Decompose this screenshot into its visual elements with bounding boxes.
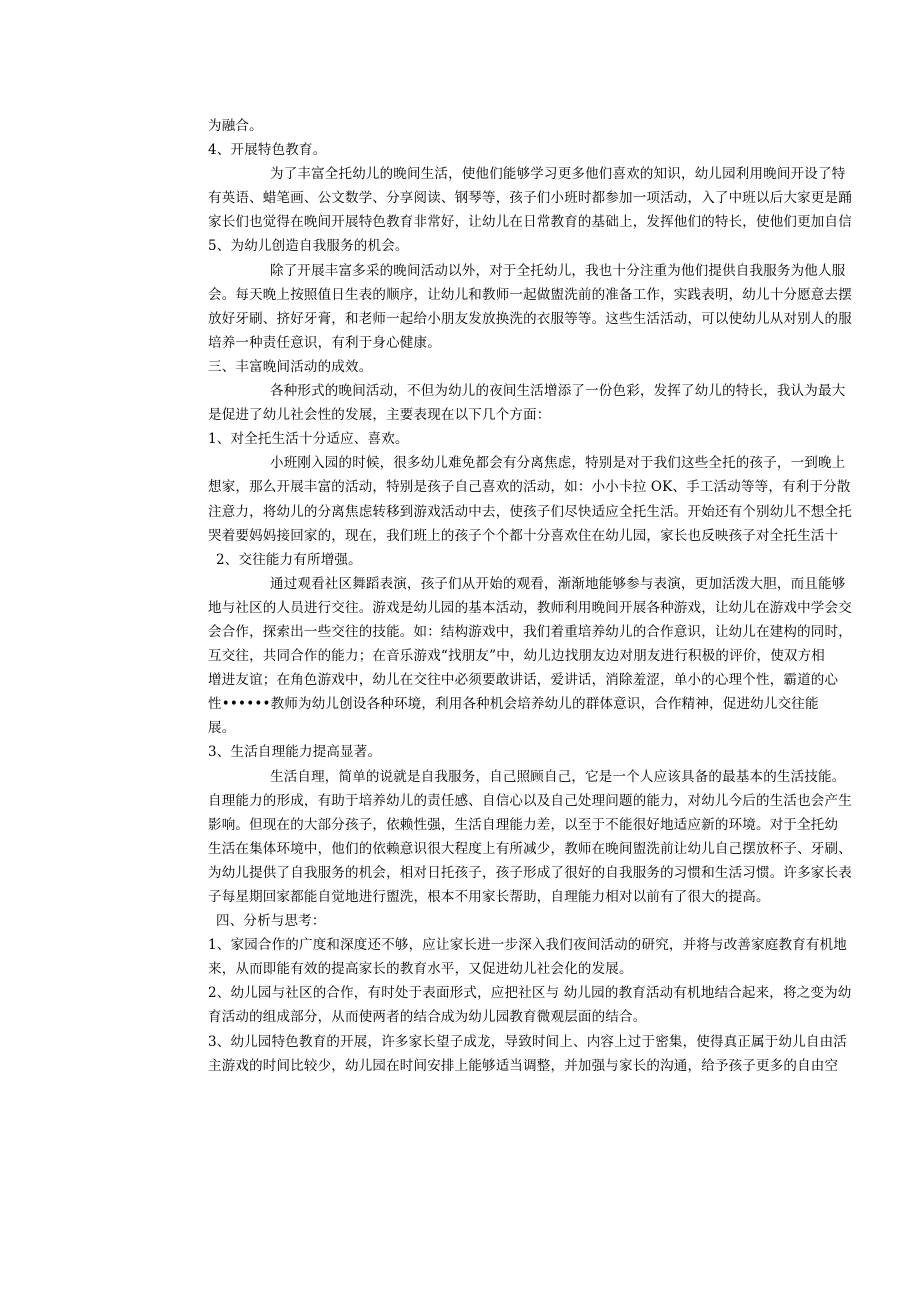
text-line: 生活自理，简单的说就是自我服务，自己照顾自己，它是一个人应该具备的最基本的生活技能。 — [270, 768, 846, 785]
text-line: 四、分析与思考： — [216, 913, 326, 930]
text-line: 地与社区的人员进行交往。游戏是幼儿园的基本活动，教师利用晚间开展各种游戏，让幼儿在游戏中学会交 — [208, 599, 852, 616]
text-line: 为幼儿提供了自我服务的机会，相对日托孩子，孩子形成了很好的自我服务的习惯和生活习惯。许多家长表 — [208, 864, 852, 881]
text-line: 子每星期回家都能自觉地进行盥洗，根本不用家长帮助，自理能力相对以前有了很大的提高。 — [208, 889, 770, 905]
text-line: 哭着要妈妈接回家的，现在，我们班上的孩子个个都十分喜欢住在幼儿园，家长也反映孩子对全托生活十 — [208, 527, 839, 544]
text-line: 为融合。 — [208, 118, 263, 134]
text-line: 家长们也觉得在晚间开展特色教育非常好，让幼儿在日常教育的基础上，发挥他们的特长，使他们更加自信 — [208, 214, 852, 231]
text-line: 4、开展特色教育。 — [208, 142, 327, 159]
text-line: 互交往，共同合作的能力；在音乐游戏“找朋友”中，幼儿边找朋友边对朋友进行积极的评价，使双方相 — [208, 648, 826, 665]
text-line: 1、对全托生活十分适应、喜欢。 — [208, 431, 409, 448]
text-line: 育活动的组成部分，从而使两者的结合成为幼儿园教育微观层面的结合。 — [208, 1009, 647, 1026]
text-line: 会。每天晚上按照值日生表的顺序，让幼儿和教师一起做盥洗前的准备工作，实践表明，幼儿十分愿意去摆 — [208, 286, 852, 303]
document-body — [208, 114, 920, 1078]
text-line: 三、丰富晚间活动的成效。 — [208, 358, 373, 375]
text-line: 是促进了幼儿社会性的发展，主要表现在以下几个方面： — [208, 407, 551, 424]
text-line: 为了丰富全托幼儿的晚间生活，使他们能够学习更多他们喜欢的知识，幼儿园利用晚间开设了特 — [270, 166, 846, 183]
text-line: 各种形式的晚间活动，不但为幼儿的夜间生活增添了一份色彩，发挥了幼儿的特长，我认为最大 — [270, 383, 846, 400]
text-line: 来，从而即能有效的提高家长的教育水平，又促进幼儿社会化的发展。 — [208, 961, 633, 978]
text-line: 注意力，将幼儿的分离焦虑转移到游戏活动中去，使孩子们尽快适应全托生活。开始还有个别幼儿不想全托 — [208, 503, 852, 520]
text-line: 影响。但现在的大部分孩子，依赖性强，生活自理能力差，以至于不能很好地适应新的环境。对于全托幼 — [208, 816, 839, 833]
text-line: 3、幼儿园特色教育的开展，许多家长望子成龙，导致时间上、内容上过于密集，使得真正属于幼儿自由活 — [208, 1033, 847, 1050]
text-line: 主游戏的时间比较少，幼儿园在时间安排上能够适当调整，并加强与家长的沟通，给予孩子更多的自由空 — [208, 1057, 839, 1074]
text-line: 通过观看社区舞蹈表演，孩子们从开始的观看，渐渐地能够参与表演，更加活泼大胆，而且能够 — [270, 575, 846, 592]
text-line: 放好牙刷、挤好牙膏，和老师一起给小朋友发放换洗的衣服等等。这些生活活动，可以使幼儿从对别人的服 — [208, 310, 852, 327]
text-line: 2、交往能力有所增强。 — [216, 551, 362, 568]
text-line: 有英语、蜡笔画、公文数学、分享阅读、钢琴等，孩子们小班时都参加一项活动，入了中班以后大家更是踊 — [208, 190, 852, 207]
text-line: 3、生活自理能力提高显著。 — [208, 744, 382, 761]
text-line: 性••••••教师为幼儿创设各种环境，利用各种机会培养幼儿的群体意识，合作精神，促进幼儿交往能 — [208, 696, 819, 713]
text-line: 小班刚入园的时候，很多幼儿难免都会有分离焦虑，特别是对于我们这些全托的孩子，一到晚上 — [270, 455, 846, 472]
text-line: 自理能力的形成，有助于培养幼儿的责任感、自信心以及自己处理问题的能力，对幼儿今后的生活也会产生 — [208, 792, 852, 809]
text-line: 会合作，探索出一些交往的技能。如：结构游戏中，我们着重培养幼儿的合作意识，让幼儿在建构的同时， — [208, 623, 852, 640]
text-line: 增进友谊；在角色游戏中，幼儿在交往中必须要敢讲话，爱讲话，消除羞涩，单小的心理个性，霸道的心 — [208, 672, 839, 689]
text-line: 培养一种责任意识，有利于身心健康。 — [208, 334, 441, 351]
text-line: 除了开展丰富多采的晚间活动以外，对于全托幼儿，我也十分注重为他们提供自我服务为他人服 — [270, 262, 846, 279]
text-line: 生活在集体环境中，他们的依赖意识很大程度上有所减少，教师在晚间盥洗前让幼儿自己摆放杯子、牙刷、 — [208, 840, 852, 857]
text-line: 展。 — [208, 720, 236, 737]
text-line: 1、家园合作的广度和深度还不够，应让家长进一步深入我们夜间活动的研究，并将与改善家庭教育有机地 — [208, 937, 847, 954]
text-line: 2、幼儿园与社区的合作，有时处于表面形式，应把社区与 幼儿园的教育活动有机地结合起来，将之变为幼 — [208, 985, 852, 1002]
text-line: 想家，那么开展丰富的活动，特别是孩子自己喜欢的活动，如：小小卡拉 OK、手工活动等等，有利于分散 — [208, 479, 851, 496]
text-line: 5、为幼儿创造自我服务的机会。 — [208, 238, 409, 255]
